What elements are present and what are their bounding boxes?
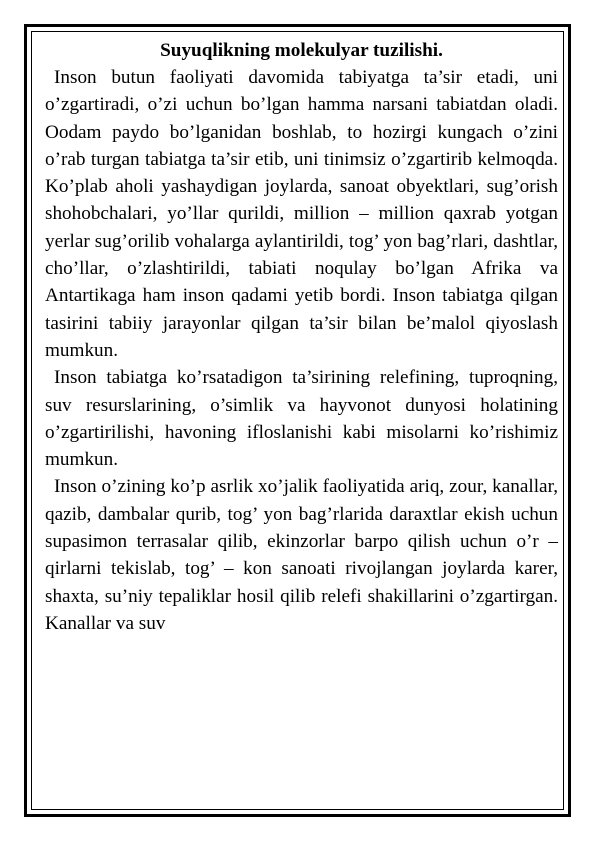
- paragraph-3: Inson o’zining ko’p asrlik xo’jalik faoliyatida ariq, zour, kanallar, qazib, dambalar qurib, tog’ yon bag’rlarida daraxtlar ekish uchun supasimon terrasalar qilib, ekinzorlar barpo qilish uchun o’r – qirlarni tekislab, tog’ – kon sanoati rivojlangan joylarda karer, shaxta, su’niy tepaliklar hosil qilib relefi shakillarini o’zgartirgan. Kanallar va suv: [45, 476, 558, 634]
- document-title: Suyuqlikning molekulyar tuzilishi.: [160, 40, 443, 61]
- document-body: [45, 38, 558, 637]
- paragraph-2: Inson tabiatga ko’rsatadigon ta’sirining relefining, tuproqning, suv resurslarining, o’simlik va hayvonot dunyosi holatining o’zgartirilishi, havoning ifloslanishi kabi misolarni ko’rishimiz mumkun.: [45, 367, 558, 471]
- paragraph-1: Inson butun faoliyati davomida tabiyatga ta’sir etadi, uni o’zgartiradi, o’zi uchun bo’lgan hamma narsani tabiatdan oladi. Oodam paydo bo’lganidan boshlab, to hozirgi kungach o’zini o’rab turgan tabiatga ta’sir etib, uni tinimsiz o’zgartirib kelmoqda. Ko’plab aholi yashaydigan joylarda, sanoat obyektlari, sug’orish shohobchalari, yo’llar qurildi, million – million qaxrab yotgan yerlar sug’orilib vohalarga aylantirildi, tog’ yon bag’rlari, dashtlar, cho’llar, o’zlashtirildi, tabiati noqulay bo’lgan Afrika va Antartikaga ham inson qadami yetib bordi. Inson tabiatga qilgan tasirini tabiiy jarayonlar qilgan ta’sir bilan be’malol qiyoslash mumkun.: [45, 67, 558, 361]
